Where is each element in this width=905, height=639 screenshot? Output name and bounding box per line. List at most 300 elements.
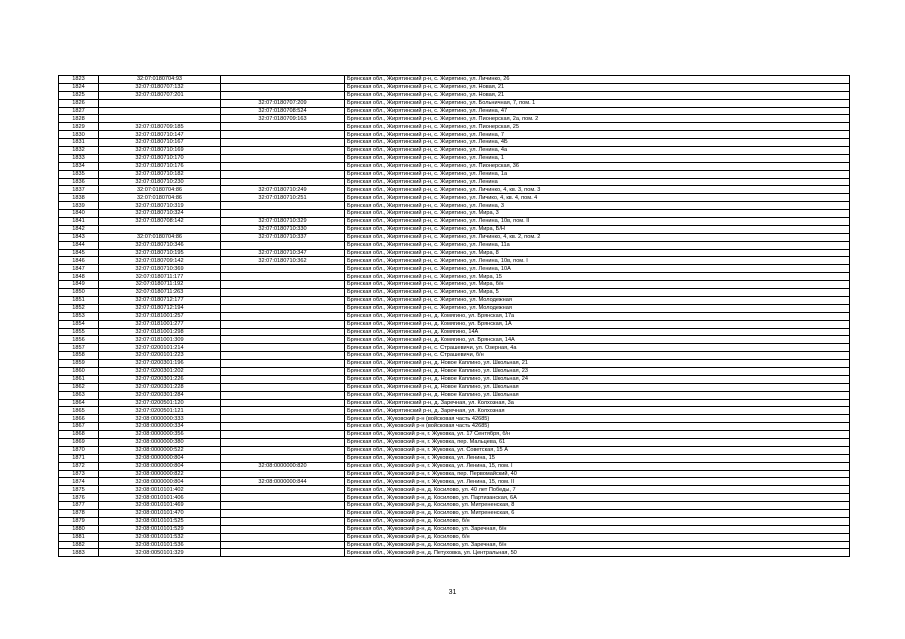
table-row xyxy=(59,454,850,462)
row-number-cell: 1829 xyxy=(59,123,99,131)
row-number-cell: 1874 xyxy=(59,478,99,486)
cadastral-number-cell: 32:08:0000000:333 xyxy=(99,415,221,423)
row-number-cell: 1848 xyxy=(59,273,99,281)
row-number-cell: 1876 xyxy=(59,494,99,502)
address-cell: Брянская обл., Жуковский р-н, г. Жуковка, ул. Ленина, 15 xyxy=(345,454,850,462)
table-row xyxy=(59,462,850,470)
row-number-cell: 1873 xyxy=(59,470,99,478)
cadastral-number-cell: 32:08:0010101:402 xyxy=(99,486,221,494)
row-number-cell: 1823 xyxy=(59,76,99,84)
table-row xyxy=(59,446,850,454)
table-row xyxy=(59,273,850,281)
address-cell: Брянская обл., Жирятинский р-н, с. Жирятино, ул. Ленина, 10А xyxy=(345,265,850,273)
table-row xyxy=(59,383,850,391)
table-row xyxy=(59,241,850,249)
related-cadastral-number-cell xyxy=(221,375,345,383)
row-number-cell: 1836 xyxy=(59,178,99,186)
row-number-cell: 1857 xyxy=(59,344,99,352)
cadastral-number-cell: 32:07:0180708:142 xyxy=(99,218,221,226)
related-cadastral-number-cell xyxy=(221,383,345,391)
table-row xyxy=(59,265,850,273)
related-cadastral-number-cell xyxy=(221,154,345,162)
cadastral-number-cell: 32:07:0180707:201 xyxy=(99,91,221,99)
row-number-cell: 1830 xyxy=(59,131,99,139)
cadastral-number-cell: 32:07:0180704:93 xyxy=(99,76,221,84)
row-number-cell: 1875 xyxy=(59,486,99,494)
related-cadastral-number-cell xyxy=(221,241,345,249)
row-number-cell: 1837 xyxy=(59,186,99,194)
address-cell: Брянская обл., Жирятинский р-н, с. Жирятино, ул. Мира, 3 xyxy=(345,210,850,218)
related-cadastral-number-cell xyxy=(221,336,345,344)
related-cadastral-number-cell xyxy=(221,131,345,139)
table-row xyxy=(59,391,850,399)
table-row xyxy=(59,328,850,336)
address-cell: Брянская обл., Жирятинский р-н, с. Жирятино, ул. Ленина, 1 xyxy=(345,154,850,162)
related-cadastral-number-cell: 32:08:0000000:844 xyxy=(221,478,345,486)
table-row xyxy=(59,202,850,210)
row-number-cell: 1839 xyxy=(59,202,99,210)
address-cell: Брянская обл., Жирятинский р-н, д. Комягино, ул. Брянская, 17а xyxy=(345,312,850,320)
related-cadastral-number-cell xyxy=(221,162,345,170)
cadastral-number-cell: 32:08:0010101:469 xyxy=(99,502,221,510)
related-cadastral-number-cell xyxy=(221,438,345,446)
table-row xyxy=(59,312,850,320)
address-cell: Брянская обл., Жирятинский р-н, с. Жирятино, ул. Пионерская, 2а, пом. 2 xyxy=(345,115,850,123)
table-row xyxy=(59,375,850,383)
address-cell: Брянская обл., Жуковский р-н (войсковая часть 42685) xyxy=(345,415,850,423)
related-cadastral-number-cell: 32:07:0180710:337 xyxy=(221,233,345,241)
table-row xyxy=(59,178,850,186)
table-row xyxy=(59,83,850,91)
row-number-cell: 1838 xyxy=(59,194,99,202)
address-cell: Брянская обл., Жуковский р-н, д. Косилово, ул. Митрененская, 8 xyxy=(345,502,850,510)
address-cell: Брянская обл., Жирятинский р-н, д. Новое Каплино, ул. Школьная, 21 xyxy=(345,360,850,368)
address-cell: Брянская обл., Жирятинский р-н, д. Новое Каплино, ул. Школьная xyxy=(345,383,850,391)
related-cadastral-number-cell: 32:07:0180710:251 xyxy=(221,194,345,202)
row-number-cell: 1860 xyxy=(59,367,99,375)
table-row xyxy=(59,525,850,533)
cadastral-number-cell: 32:07:0200501:121 xyxy=(99,407,221,415)
cadastral-number-cell: 32:07:0180712:177 xyxy=(99,296,221,304)
table-row xyxy=(59,494,850,502)
cadastral-number-cell: 32:07:0181001:257 xyxy=(99,312,221,320)
table-row xyxy=(59,139,850,147)
related-cadastral-number-cell xyxy=(221,549,345,557)
cadastral-number-cell: 32:08:0010101:525 xyxy=(99,517,221,525)
table-row xyxy=(59,194,850,202)
cadastral-number-cell: 32:07:0200301:228 xyxy=(99,383,221,391)
address-cell: Брянская обл., Жирятинский р-н, д. Комягино, ул. Брянская, 1А xyxy=(345,320,850,328)
address-cell: Брянская обл., Жирятинский р-н, д. Заречная, ул. Колхозная xyxy=(345,407,850,415)
cadastral-number-cell: 32:07:0180709:142 xyxy=(99,257,221,265)
row-number-cell: 1878 xyxy=(59,509,99,517)
cadastral-number-cell: 32:07:0180710:167 xyxy=(99,139,221,147)
cadastral-number-cell: 32:08:0010101:406 xyxy=(99,494,221,502)
related-cadastral-number-cell xyxy=(221,170,345,178)
cadastral-number-cell: 32:07:0200301:196 xyxy=(99,360,221,368)
cadastral-number-cell: 32:07:0180710:230 xyxy=(99,178,221,186)
table-row xyxy=(59,147,850,155)
row-number-cell: 1862 xyxy=(59,383,99,391)
cadastral-number-cell: 32:08:0000000:380 xyxy=(99,438,221,446)
cadastral-number-cell: 32:08:0010101:536 xyxy=(99,541,221,549)
address-cell: Брянская обл., Жирятинский р-н, с. Жирятино, ул. Личико, 4, кв. 4, пом. 4 xyxy=(345,194,850,202)
related-cadastral-number-cell xyxy=(221,415,345,423)
related-cadastral-number-cell xyxy=(221,541,345,549)
row-number-cell: 1831 xyxy=(59,139,99,147)
table-row xyxy=(59,367,850,375)
address-cell: Брянская обл., Жуковский р-н, г. Жуковка, пер. Мальцева, 61 xyxy=(345,438,850,446)
table-row xyxy=(59,249,850,257)
cadastral-number-cell: 32:07:0180710:176 xyxy=(99,162,221,170)
table-row xyxy=(59,320,850,328)
related-cadastral-number-cell: 32:07:0180710:330 xyxy=(221,225,345,233)
cadastral-number-cell xyxy=(99,99,221,107)
cadastral-number-cell: 32:07:0200301:226 xyxy=(99,375,221,383)
cadastral-number-cell: 32:07:0200301:284 xyxy=(99,391,221,399)
address-cell: Брянская обл., Жирятинский р-н, с. Жирятино, ул. Пионерская, 25 xyxy=(345,123,850,131)
row-number-cell: 1824 xyxy=(59,83,99,91)
table-row xyxy=(59,438,850,446)
address-cell: Брянская обл., Жирятинский р-н, с. Жирятино, ул. Мира, 5 xyxy=(345,289,850,297)
table-row xyxy=(59,131,850,139)
related-cadastral-number-cell xyxy=(221,281,345,289)
table-row xyxy=(59,336,850,344)
related-cadastral-number-cell xyxy=(221,502,345,510)
row-number-cell: 1841 xyxy=(59,218,99,226)
address-cell: Брянская обл., Жирятинский р-н, д. Комягино, ул. Брянская, 14А xyxy=(345,336,850,344)
related-cadastral-number-cell xyxy=(221,494,345,502)
table-row xyxy=(59,399,850,407)
address-cell: Брянская обл., Жирятинский р-н, с. Жирятино, ул. Личинко, 26 xyxy=(345,76,850,84)
row-number-cell: 1833 xyxy=(59,154,99,162)
related-cadastral-number-cell xyxy=(221,525,345,533)
cadastral-number-cell: 32:07:0180710:170 xyxy=(99,154,221,162)
table-row xyxy=(59,352,850,360)
table-row xyxy=(59,509,850,517)
row-number-cell: 1868 xyxy=(59,431,99,439)
related-cadastral-number-cell xyxy=(221,328,345,336)
address-cell: Брянская обл., Жуковский р-н, г. Жуковка, ул. Советская, 15 А xyxy=(345,446,850,454)
table-row xyxy=(59,296,850,304)
address-cell: Брянская обл., Жирятинский р-н, с. Жирятино, ул. Мира, б/н xyxy=(345,281,850,289)
address-cell: Брянская обл., Жирятинский р-н, с. Жирятино, ул. Новая, 21 xyxy=(345,83,850,91)
row-number-cell: 1879 xyxy=(59,517,99,525)
row-number-cell: 1872 xyxy=(59,462,99,470)
row-number-cell: 1858 xyxy=(59,352,99,360)
table-row xyxy=(59,76,850,84)
cadastral-number-cell: 32:07:0200101:223 xyxy=(99,352,221,360)
address-cell: Брянская обл., Жирятинский р-н, д. Новое Каплино, ул. Школьная, 24 xyxy=(345,375,850,383)
address-cell: Брянская обл., Жуковский р-н, д. Петуховка, ул. Центральная, 50 xyxy=(345,549,850,557)
related-cadastral-number-cell xyxy=(221,344,345,352)
address-cell: Брянская обл., Жуковский р-н, г. Жуковка, ул. Ленина, 15, пом. II xyxy=(345,478,850,486)
row-number-cell: 1842 xyxy=(59,225,99,233)
row-number-cell: 1854 xyxy=(59,320,99,328)
table-row xyxy=(59,99,850,107)
related-cadastral-number-cell xyxy=(221,320,345,328)
related-cadastral-number-cell xyxy=(221,83,345,91)
row-number-cell: 1855 xyxy=(59,328,99,336)
table-row xyxy=(59,407,850,415)
address-cell: Брянская обл., Жирятинский р-н, с. Страшевичи, ул. Озерная, 4а xyxy=(345,344,850,352)
related-cadastral-number-cell xyxy=(221,296,345,304)
cadastral-number-cell: 32:07:0180710:369 xyxy=(99,265,221,273)
address-cell: Брянская обл., Жирятинский р-н, д. Заречная, ул. Колхозная, 3а xyxy=(345,399,850,407)
related-cadastral-number-cell xyxy=(221,470,345,478)
address-cell: Брянская обл., Жирятинский р-н, с. Жирятино, ул. Ленина, 1а xyxy=(345,170,850,178)
related-cadastral-number-cell: 32:08:0000000:820 xyxy=(221,462,345,470)
related-cadastral-number-cell xyxy=(221,273,345,281)
related-cadastral-number-cell xyxy=(221,486,345,494)
table-row xyxy=(59,431,850,439)
related-cadastral-number-cell xyxy=(221,454,345,462)
cadastral-number-cell xyxy=(99,115,221,123)
related-cadastral-number-cell xyxy=(221,304,345,312)
row-number-cell: 1853 xyxy=(59,312,99,320)
row-number-cell: 1840 xyxy=(59,210,99,218)
address-cell: Брянская обл., Жирятинский р-н, с. Жирятино, ул. Мира, 8 xyxy=(345,249,850,257)
address-cell: Брянская обл., Жуковский р-н, д. Косилово, ул. Митрененская, 6 xyxy=(345,509,850,517)
cadastral-number-cell xyxy=(99,107,221,115)
address-cell: Брянская обл., Жирятинский р-н, с. Страшевичи, б/н xyxy=(345,352,850,360)
address-cell: Брянская обл., Жуковский р-н, д. Косилово, ул. 40 лет Победы, 7 xyxy=(345,486,850,494)
row-number-cell: 1864 xyxy=(59,399,99,407)
address-cell: Брянская обл., Жирятинский р-н, с. Жирятино, ул. Личинко, 4, кв. 3, пом. 3 xyxy=(345,186,850,194)
cadastral-number-cell: 32:07:0180712:194 xyxy=(99,304,221,312)
address-cell: Брянская обл., Жирятинский р-н, с. Жирятино, ул. Ленина, 11а xyxy=(345,241,850,249)
address-cell: Брянская обл., Жирятинский р-н, с. Жирятино, ул. Ленина, 3 xyxy=(345,202,850,210)
row-number-cell: 1863 xyxy=(59,391,99,399)
row-number-cell: 1865 xyxy=(59,407,99,415)
related-cadastral-number-cell: 32:07:0180707:209 xyxy=(221,99,345,107)
related-cadastral-number-cell xyxy=(221,202,345,210)
cadastral-number-cell: 32:08:0000000:822 xyxy=(99,470,221,478)
table-row xyxy=(59,486,850,494)
related-cadastral-number-cell xyxy=(221,407,345,415)
cadastral-number-cell: 32:08:0000000:804 xyxy=(99,462,221,470)
table-row xyxy=(59,170,850,178)
table-row xyxy=(59,289,850,297)
related-cadastral-number-cell xyxy=(221,76,345,84)
row-number-cell: 1852 xyxy=(59,304,99,312)
address-cell: Брянская обл., Жирятинский р-н, с. Жирятино, ул. Молодежная xyxy=(345,296,850,304)
row-number-cell: 1849 xyxy=(59,281,99,289)
cadastral-number-cell: 32:07:0180710:195 xyxy=(99,249,221,257)
address-cell: Брянская обл., Жирятинский р-н, с. Жирятино, ул. Молодежная xyxy=(345,304,850,312)
row-number-cell: 1850 xyxy=(59,289,99,297)
cadastral-number-cell: 32:07:0180710:346 xyxy=(99,241,221,249)
table-row xyxy=(59,304,850,312)
row-number-cell: 1877 xyxy=(59,502,99,510)
cadastral-number-cell: 32:07:0180707:132 xyxy=(99,83,221,91)
table-row xyxy=(59,115,850,123)
row-number-cell: 1871 xyxy=(59,454,99,462)
related-cadastral-number-cell: 32:07:0180708:524 xyxy=(221,107,345,115)
row-number-cell: 1883 xyxy=(59,549,99,557)
table-row xyxy=(59,478,850,486)
table-row xyxy=(59,257,850,265)
table-row xyxy=(59,344,850,352)
related-cadastral-number-cell: 32:07:0180710:347 xyxy=(221,249,345,257)
related-cadastral-number-cell xyxy=(221,210,345,218)
related-cadastral-number-cell xyxy=(221,289,345,297)
cadastral-number-cell: 32:07:0180710:319 xyxy=(99,202,221,210)
row-number-cell: 1859 xyxy=(59,360,99,368)
cadastral-number-cell: 32:07:0181001:309 xyxy=(99,336,221,344)
address-cell: Брянская обл., Жуковский р-н, д. Косилово, ул. Партизанская, 6А xyxy=(345,494,850,502)
address-cell: Брянская обл., Жирятинский р-н, с. Жирятино, ул. Ленина, 4Б xyxy=(345,139,850,147)
row-number-cell: 1851 xyxy=(59,296,99,304)
table-row xyxy=(59,210,850,218)
table-row xyxy=(59,533,850,541)
row-number-cell: 1843 xyxy=(59,233,99,241)
address-cell: Брянская обл., Жирятинский р-н, д. Новое Каплино, ул. Школьная, 23 xyxy=(345,367,850,375)
address-cell: Брянская обл., Жуковский р-н, г. Жуковка, пер. Первомайский, 40 xyxy=(345,470,850,478)
table-row xyxy=(59,154,850,162)
related-cadastral-number-cell xyxy=(221,360,345,368)
address-cell: Брянская обл., Жирятинский р-н, с. Жирятино, ул. Ленина, 4а xyxy=(345,147,850,155)
row-number-cell: 1870 xyxy=(59,446,99,454)
related-cadastral-number-cell xyxy=(221,265,345,273)
address-cell: Брянская обл., Жирятинский р-н, с. Жирятино, ул. Новая, 21 xyxy=(345,91,850,99)
related-cadastral-number-cell: 32:07:0180709:163 xyxy=(221,115,345,123)
address-cell: Брянская обл., Жуковский р-н, г. Жуковка, ул. Ленина, 15, пом. I xyxy=(345,462,850,470)
address-cell: Брянская обл., Жирятинский р-н, с. Жирятино, ул. Мира, Б/Н xyxy=(345,225,850,233)
row-number-cell: 1882 xyxy=(59,541,99,549)
related-cadastral-number-cell xyxy=(221,423,345,431)
row-number-cell: 1845 xyxy=(59,249,99,257)
cadastral-number-cell: 32:07:0180710:324 xyxy=(99,210,221,218)
table-row xyxy=(59,281,850,289)
address-cell: Брянская обл., Жирятинский р-н, д. Новое Каплино, ул. Школьная xyxy=(345,391,850,399)
table-row xyxy=(59,91,850,99)
cadastral-number-cell: 32:08:0000000:356 xyxy=(99,431,221,439)
table-row xyxy=(59,549,850,557)
table-row xyxy=(59,107,850,115)
page-number: 31 xyxy=(448,589,457,596)
table-row xyxy=(59,423,850,431)
table-row xyxy=(59,415,850,423)
row-number-cell: 1856 xyxy=(59,336,99,344)
register-table-body xyxy=(59,76,850,557)
cadastral-number-cell: 32:07:0200301:202 xyxy=(99,367,221,375)
address-cell: Брянская обл., Жирятинский р-н, с. Жирятино, ул. Пионерская, 36 xyxy=(345,162,850,170)
address-cell: Брянская обл., Жуковский р-н, д. Косилово, б/н xyxy=(345,517,850,525)
table-row xyxy=(59,162,850,170)
address-cell: Брянская обл., Жуковский р-н, г. Жуковка, ул. 17 Сентября, б/н xyxy=(345,431,850,439)
cadastral-number-cell: 32:07:0180704:86 xyxy=(99,233,221,241)
row-number-cell: 1881 xyxy=(59,533,99,541)
row-number-cell: 1826 xyxy=(59,99,99,107)
cadastral-number-cell: 32:08:0010101:529 xyxy=(99,525,221,533)
cadastral-number-cell: 32:07:0180710:182 xyxy=(99,170,221,178)
cadastral-number-cell: 32:07:0180704:86 xyxy=(99,186,221,194)
cadastral-number-cell: 32:07:0200501:120 xyxy=(99,399,221,407)
address-cell: Брянская обл., Жирятинский р-н, с. Жирятино, ул. Ленина, 10в, пом. II xyxy=(345,218,850,226)
row-number-cell: 1835 xyxy=(59,170,99,178)
related-cadastral-number-cell xyxy=(221,367,345,375)
related-cadastral-number-cell: 32:07:0180710:329 xyxy=(221,218,345,226)
related-cadastral-number-cell xyxy=(221,509,345,517)
cadastral-number-cell: 32:07:0180709:185 xyxy=(99,123,221,131)
related-cadastral-number-cell xyxy=(221,352,345,360)
table-row xyxy=(59,218,850,226)
address-cell: Брянская обл., Жирятинский р-н, с. Жирятино, ул. Ленина, 47 xyxy=(345,107,850,115)
related-cadastral-number-cell xyxy=(221,123,345,131)
table-row xyxy=(59,517,850,525)
cadastral-number-cell: 32:07:0181001:277 xyxy=(99,320,221,328)
related-cadastral-number-cell xyxy=(221,517,345,525)
address-cell: Брянская обл., Жирятинский р-н, с. Жирятино, ул. Ленина, 7 xyxy=(345,131,850,139)
address-cell: Брянская обл., Жуковский р-н, д. Косилово, б/н xyxy=(345,533,850,541)
row-number-cell: 1869 xyxy=(59,438,99,446)
table-row xyxy=(59,470,850,478)
table-row xyxy=(59,502,850,510)
address-cell: Брянская обл., Жирятинский р-н, с. Жирятино, ул. Больничная, 7, пом. 1 xyxy=(345,99,850,107)
table-row xyxy=(59,233,850,241)
address-cell: Брянская обл., Жирятинский р-н, д. Комягино, 14А xyxy=(345,328,850,336)
related-cadastral-number-cell xyxy=(221,312,345,320)
cadastral-number-cell: 32:07:0181001:298 xyxy=(99,328,221,336)
related-cadastral-number-cell xyxy=(221,446,345,454)
row-number-cell: 1828 xyxy=(59,115,99,123)
table-row xyxy=(59,541,850,549)
cadastral-number-cell: 32:07:0180710:169 xyxy=(99,147,221,155)
row-number-cell: 1827 xyxy=(59,107,99,115)
table-row xyxy=(59,360,850,368)
cadastral-number-cell: 32:07:0200101:214 xyxy=(99,344,221,352)
cadastral-number-cell: 32:07:0180711:263 xyxy=(99,289,221,297)
cadastral-number-cell: 32:07:0180711:192 xyxy=(99,281,221,289)
related-cadastral-number-cell xyxy=(221,147,345,155)
related-cadastral-number-cell xyxy=(221,399,345,407)
cadastral-number-cell: 32:08:0000000:804 xyxy=(99,478,221,486)
row-number-cell: 1880 xyxy=(59,525,99,533)
related-cadastral-number-cell: 32:07:0180710:249 xyxy=(221,186,345,194)
cadastral-number-cell: 32:08:0010101:532 xyxy=(99,533,221,541)
cadastral-number-cell: 32:07:0180710:147 xyxy=(99,131,221,139)
cadastral-number-cell: 32:08:0000000:334 xyxy=(99,423,221,431)
property-register-table xyxy=(58,75,850,557)
related-cadastral-number-cell xyxy=(221,533,345,541)
related-cadastral-number-cell xyxy=(221,391,345,399)
table-row xyxy=(59,186,850,194)
cadastral-number-cell: 32:07:0180711:177 xyxy=(99,273,221,281)
row-number-cell: 1847 xyxy=(59,265,99,273)
address-cell: Брянская обл., Жуковский р-н (войсковая часть 42685) xyxy=(345,423,850,431)
address-cell: Брянская обл., Жирятинский р-н, с. Жирятино, ул. Личинко, 4, кв. 2, пом. 2 xyxy=(345,233,850,241)
cadastral-number-cell: 32:08:0050101:329 xyxy=(99,549,221,557)
address-cell: Брянская обл., Жуковский р-н, д. Косилово, ул. Заречная, б/н xyxy=(345,525,850,533)
cadastral-number-cell: 32:08:0000000:804 xyxy=(99,454,221,462)
related-cadastral-number-cell xyxy=(221,139,345,147)
related-cadastral-number-cell xyxy=(221,91,345,99)
cadastral-number-cell: 32:08:0000000:522 xyxy=(99,446,221,454)
cadastral-number-cell: 32:07:0180704:86 xyxy=(99,194,221,202)
row-number-cell: 1866 xyxy=(59,415,99,423)
cadastral-number-cell xyxy=(99,225,221,233)
row-number-cell: 1846 xyxy=(59,257,99,265)
related-cadastral-number-cell xyxy=(221,431,345,439)
address-cell: Брянская обл., Жуковский р-н, д. Косилово, ул. Заречная, б/н xyxy=(345,541,850,549)
address-cell: Брянская обл., Жирятинский р-н, с. Жирятино, ул. Ленина, 10в, пом. I xyxy=(345,257,850,265)
table-row xyxy=(59,225,850,233)
address-cell: Брянская обл., Жирятинский р-н, с. Жирятино, ул. Мира, 15 xyxy=(345,273,850,281)
address-cell: Брянская обл., Жирятинский р-н, с. Жирятино, ул. Ленина xyxy=(345,178,850,186)
cadastral-number-cell: 32:08:0010101:470 xyxy=(99,509,221,517)
row-number-cell: 1832 xyxy=(59,147,99,155)
